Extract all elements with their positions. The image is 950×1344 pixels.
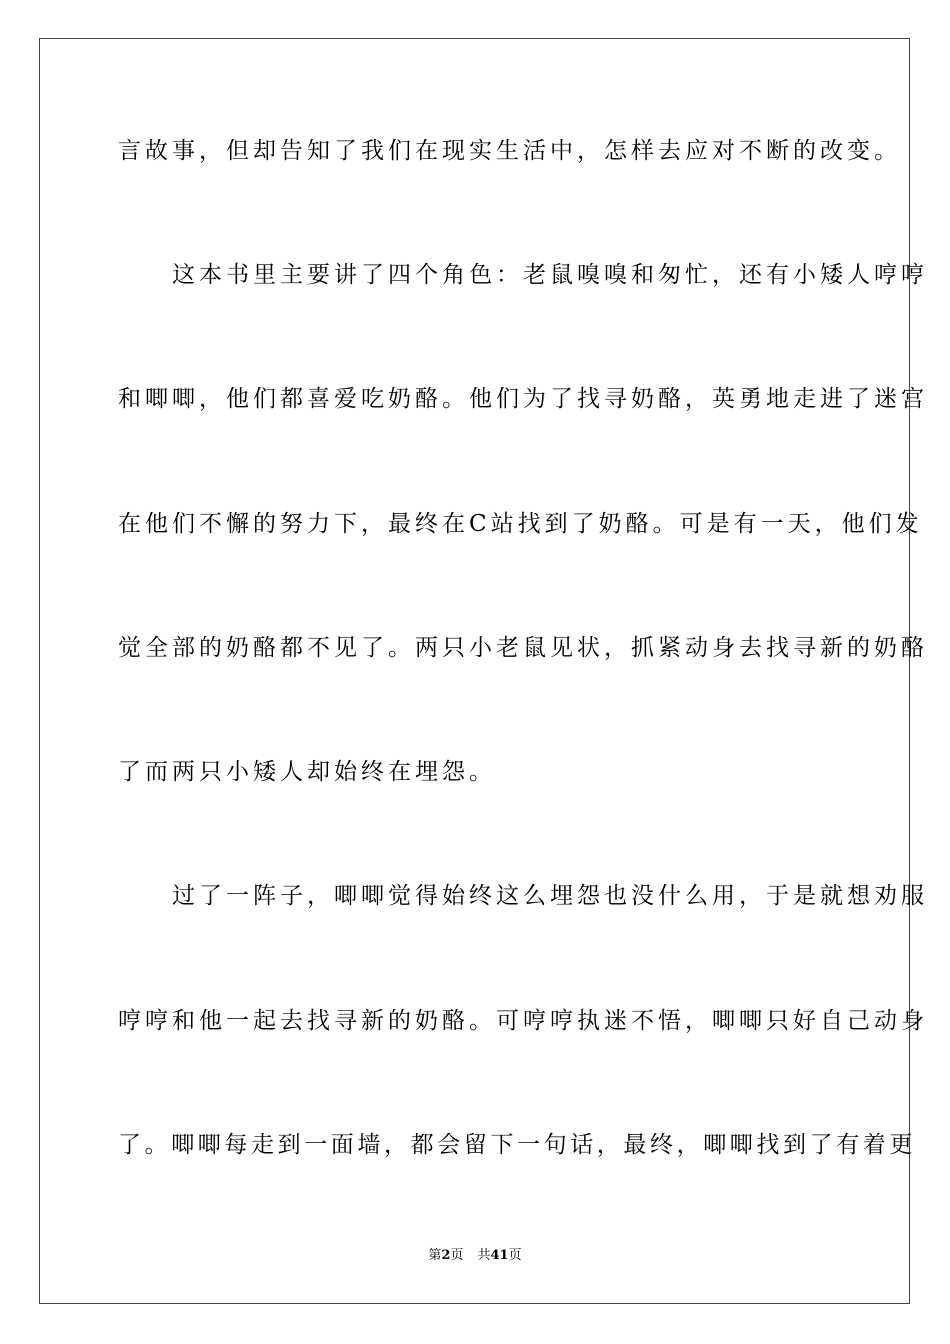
text-line-3: 和唧唧，他们都喜爱吃奶酪。他们为了找寻奶酪，英勇地走进了迷宫 xyxy=(118,386,928,412)
text-line-7: 过了一阵子，唧唧觉得始终这么埋怨也没什么用，于是就想劝服 xyxy=(118,883,928,909)
page-footer xyxy=(0,1248,950,1264)
text-line-9: 了。唧唧每走到一面墙，都会留下一句话，最终，唧唧找到了有着更 xyxy=(118,1132,916,1158)
text-line-6: 了而两只小矮人却始终在埋怨。 xyxy=(118,759,496,785)
page-suffix: 页 xyxy=(450,1248,464,1263)
text-line-2: 这本书里主要讲了四个角色：老鼠嗅嗅和匆忙，还有小矮人哼哼 xyxy=(118,262,928,288)
page-border xyxy=(39,38,928,1304)
total-prefix: 共 xyxy=(477,1248,491,1263)
text-line-5: 觉全部的奶酪都不见了。两只小老鼠见状，抓紧动身去找寻新的奶酪 xyxy=(118,635,928,661)
total-suffix: 页 xyxy=(508,1248,522,1263)
total-pages: 41 xyxy=(490,1248,509,1263)
page-number: 2 xyxy=(441,1248,451,1263)
text-line-8: 哼哼和他一起去找寻新的奶酪。可哼哼执迷不悟，唧唧只好自己动身 xyxy=(118,1008,928,1034)
page-prefix: 第 xyxy=(428,1248,442,1263)
text-line-1: 言故事，但却告知了我们在现实生活中，怎样去应对不断的改变。 xyxy=(118,138,901,164)
text-line-4: 在他们不懈的努力下，最终在C站找到了奶酪。可是有一天，他们发 xyxy=(118,511,923,537)
